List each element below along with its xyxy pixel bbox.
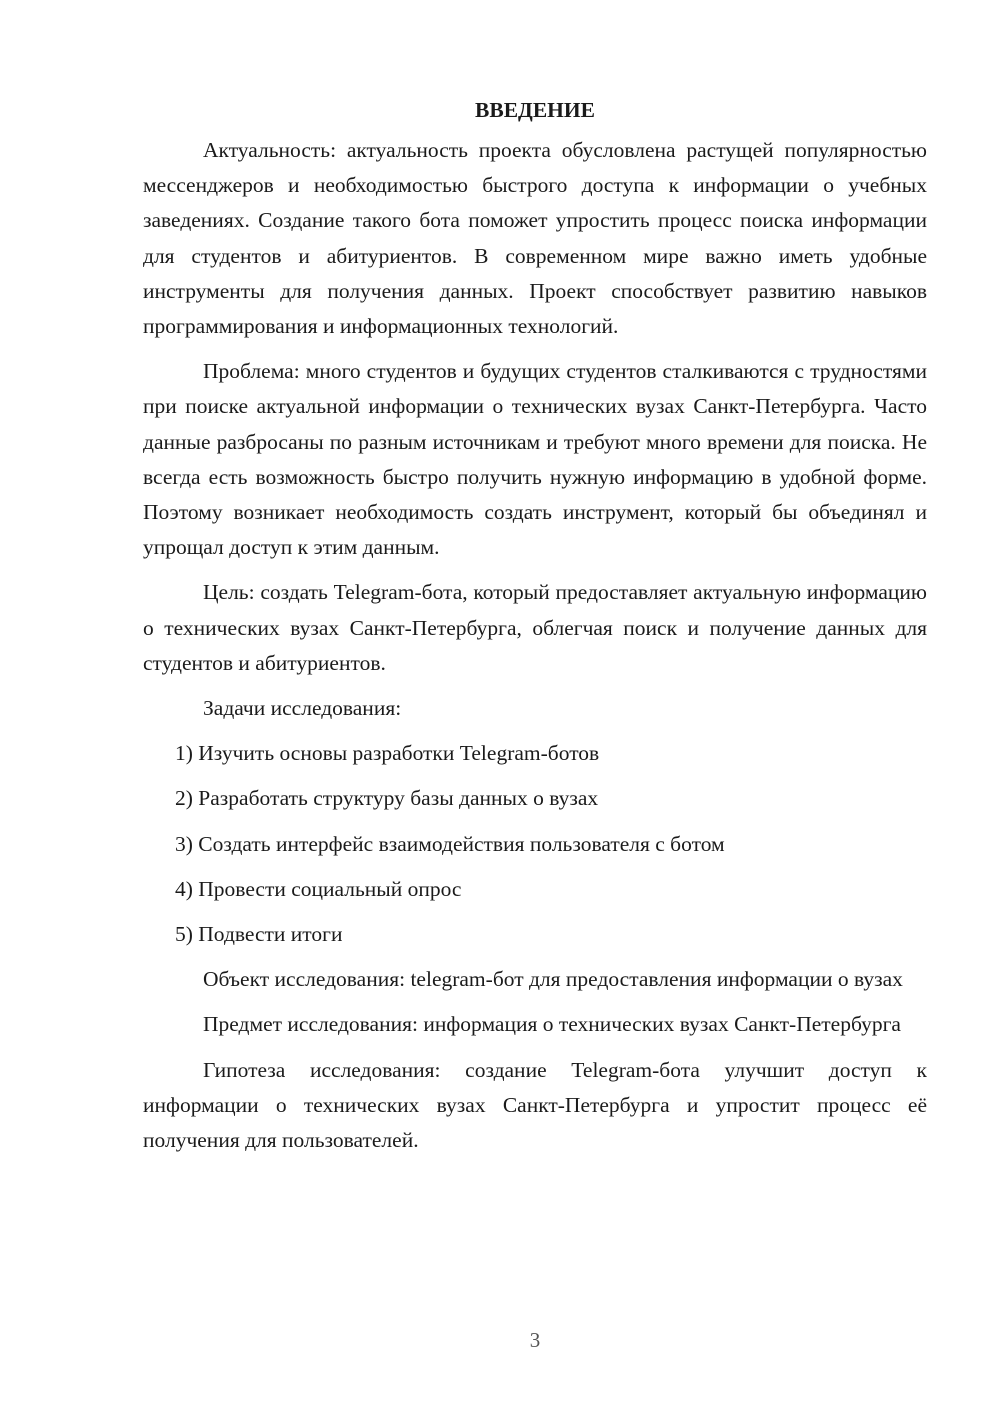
hypothesis-paragraph: Гипотеза исследования: создание Telegram-бота улучшит доступ к информации о технических вузах Санкт-Петербурга и упростит процесс её получения для пользователей. xyxy=(143,1057,927,1153)
section-title: ВВЕДЕНИЕ xyxy=(475,98,595,122)
subject-paragraph: Предмет исследования: информация о технических вузах Санкт-Петербурга xyxy=(203,1012,901,1037)
page-number: 3 xyxy=(529,1328,541,1352)
relevance-paragraph: Актуальность: актуальность проекта обусловлена растущей популярностью мессенджеров и необходимостью быстрого доступа к информации о учебных заведениях. Создание такого бота поможет упростить процесс поиска информации для студентов и абитуриентов. В современном мире важно иметь удобные инструменты для получения данных. Проект способствует развитию навыков программирования и информационных технологий. xyxy=(143,138,927,339)
tasks-list xyxy=(143,736,927,952)
list-item: 4) Провести социальный опрос xyxy=(175,876,462,901)
list-item: 2) Разработать структуру базы данных о вузах xyxy=(175,786,599,811)
list-item: 1) Изучить основы разработки Telegram-ботов xyxy=(175,741,600,766)
list-item: 5) Подвести итоги xyxy=(175,922,343,947)
goal-paragraph: Цель: создать Telegram-бота, который предоставляет актуальную информацию о технических вузах Санкт-Петербурга, облегчая поиск и получение данных для студентов и абитуриентов. xyxy=(143,580,927,675)
problem-paragraph: Проблема: много студентов и будущих студентов сталкиваются с трудностями при поиске актуальной информации о технических вузах Санкт-Петербурга. Часто данные разбросаны по разным источникам и требуют много времени для поиска. Не всегда есть возможность быстро получить нужную информацию в удобной форме. Поэтому возникает необходимость создать инструмент, который бы объединял и упрощал доступ к этим данным. xyxy=(143,359,927,560)
tasks-heading: Задачи исследования: xyxy=(203,696,402,721)
page-content xyxy=(143,88,927,1168)
list-item: 3) Создать интерфейс взаимодействия пользователя с ботом xyxy=(175,831,725,856)
object-paragraph: Объект исследования: telegram-бот для предоставления информации о вузах xyxy=(203,967,903,992)
